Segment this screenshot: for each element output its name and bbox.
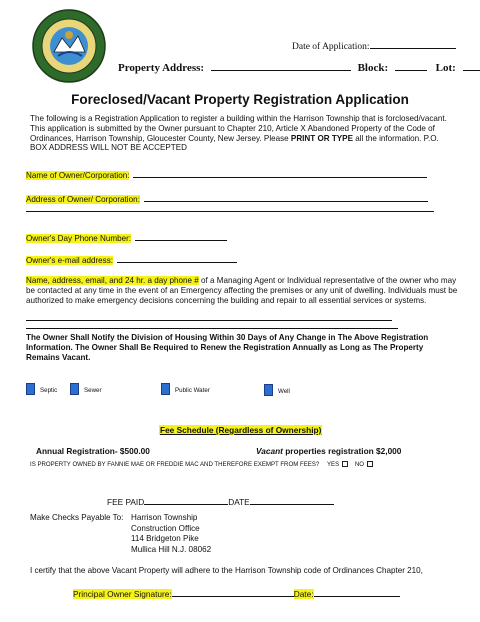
public-water-label: Public Water — [175, 387, 210, 394]
intro-paragraph — [30, 114, 458, 153]
signature-label: Principal Owner Signature: — [73, 589, 172, 599]
fee-paid-row — [107, 494, 334, 507]
agent-text: of a Managing Agent or Individual representative of the owner who may be contacted at any time in the event of an Emergency affecting the premises or any unit of dwelling. Individuals must be authorized to make emergency decisions concerning the building and repair to all essential services or systems. — [26, 276, 458, 305]
fee-date-label: DATE — [228, 497, 250, 507]
owner-name-line[interactable] — [133, 167, 427, 178]
signature-date-line[interactable] — [314, 586, 400, 597]
owner-address-label: Address of Owner/ Corporation: — [26, 195, 140, 204]
owner-name-label: Name of Owner/Corporation: — [26, 171, 130, 180]
intro-text: The following is a Registration Application to register a building within the Harrison Township that is forclosed/vacant. This application is submitted by the Owner pursuant to Chapter 210, Article X Abandoned Property of the Code of Ordinances, Harrison Township, Gloucester County, New Jersey. Please — [30, 114, 447, 143]
no-checkbox[interactable] — [367, 461, 373, 467]
day-phone-label: Owner's Day Phone Number: — [26, 234, 132, 243]
agent-line-2[interactable] — [26, 318, 398, 329]
fee-paid-line[interactable] — [144, 494, 228, 505]
sewer-label: Sewer — [84, 387, 102, 394]
email-label: Owner's e-mail address: — [26, 256, 114, 265]
well-checkbox[interactable] — [264, 384, 273, 396]
property-row — [118, 60, 480, 74]
fannie-text: IS PROPERTY OWNED BY FANNIE MAE OR FREDDIE MAC AND THEREFORE EXEMPT FROM FEES? — [30, 461, 320, 468]
owner-name-row — [26, 167, 427, 180]
address-line-2: Construction Office — [131, 523, 200, 533]
yes-checkbox[interactable] — [342, 461, 348, 467]
date-line[interactable] — [370, 38, 456, 49]
page-title: Foreclosed/Vacant Property Registration Application — [71, 92, 409, 107]
block-line[interactable] — [395, 60, 427, 71]
date-label: Date of Application: — [292, 42, 370, 52]
public-water-checkbox[interactable] — [161, 383, 170, 395]
yes-label: YES — [326, 461, 340, 468]
well-label: Well — [278, 388, 290, 395]
no-label: NO — [354, 461, 365, 468]
annual-fee: Annual Registration- $500.00 — [36, 446, 150, 456]
vacant-italic: Vacant — [256, 446, 283, 456]
payable-address — [131, 513, 211, 555]
date-of-application[interactable] — [292, 38, 456, 52]
lot-label: Lot: — [435, 62, 456, 74]
certify-statement: I certify that the above Vacant Property will adhere to the Harrison Township code of Ordinances Chapter 210, — [30, 566, 423, 575]
signature-date-label: Date: — [293, 589, 314, 599]
checks-label: Make Checks Payable To: — [30, 513, 124, 522]
septic-label: Septic — [40, 387, 58, 394]
septic-checkbox[interactable] — [26, 383, 35, 395]
block-label: Block: — [357, 62, 389, 74]
email-row — [26, 252, 237, 265]
fee-date-line[interactable] — [250, 494, 334, 505]
notice-paragraph: The Owner Shall Notify the Division of Housing Within 30 Days of Any Change in The Above Registration Information. The Owner Shall Be Required to Renew the Registration Annually as Long as The Property Remains Vacant. — [26, 333, 429, 362]
sewer-checkbox[interactable] — [70, 383, 79, 395]
address-line-1: Harrison Township — [131, 513, 198, 522]
fannie-question — [30, 461, 373, 468]
utility-options — [26, 383, 326, 397]
owner-address-line-2[interactable] — [26, 201, 434, 212]
vacant-rest: properties registration $2,000 — [282, 446, 402, 456]
agent-highlight: Name, address, email, and 24 hr. a day phone # — [26, 276, 199, 285]
email-line[interactable] — [117, 252, 237, 263]
intro-tail: all the information. P.O. BOX ADDRESS WILL NOT BE ACCEPTED — [30, 133, 439, 153]
signature-row — [73, 586, 400, 599]
township-seal — [30, 8, 108, 84]
property-label: Property Address: — [118, 62, 205, 74]
fee-heading: Fee Schedule (Regardless of Ownership) — [160, 425, 322, 435]
property-line[interactable] — [211, 60, 351, 71]
vacant-fee — [256, 446, 401, 456]
address-line-4: Mullica Hill N.J. 08062 — [131, 544, 212, 554]
fee-paid-label: FEE PAID — [107, 497, 145, 507]
day-phone-line[interactable] — [135, 230, 227, 241]
agent-paragraph — [26, 276, 458, 306]
signature-line[interactable] — [172, 586, 294, 597]
day-phone-row — [26, 230, 227, 243]
lot-line[interactable] — [463, 60, 480, 71]
intro-bold: PRINT OR TYPE — [290, 133, 353, 143]
address-line-3: 114 Bridgeton Pike — [131, 534, 199, 543]
